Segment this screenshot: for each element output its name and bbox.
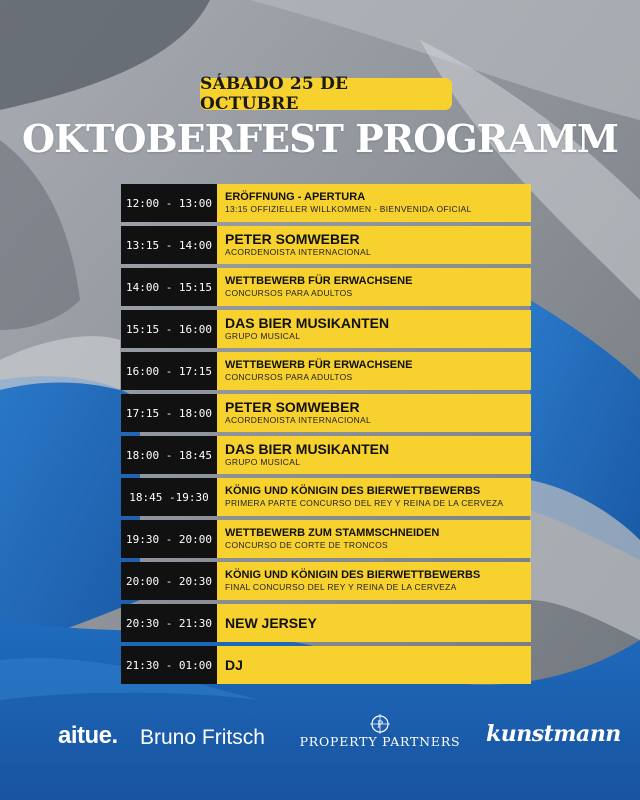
event-title: WETTBEWERB ZUM STAMMSCHNEIDEN: [225, 527, 440, 539]
event-subtitle: CONCURSOS PARA ADULTOS: [225, 372, 353, 382]
schedule-row: [121, 646, 531, 684]
kunstmann-logo: kunstmann: [486, 721, 621, 747]
schedule-row: [121, 478, 531, 516]
event-title: WETTBEWERB FÜR ERWACHSENE: [225, 359, 413, 371]
event-subtitle: PRIMERA PARTE CONCURSO DEL REY Y REINA DE LA CERVEZA: [225, 498, 504, 508]
event-cell: [217, 352, 531, 390]
event-title: KÖNIG UND KÖNIGIN DES BIERWETTBEWERBS: [225, 569, 481, 581]
event-cell: [217, 226, 531, 264]
event-title: NEW JERSEY: [225, 614, 317, 631]
page-title: OKTOBERFEST PROGRAMM: [22, 116, 618, 161]
event-title: DAS BIER MUSIKANTEN: [225, 315, 390, 331]
event-cell: [217, 268, 531, 306]
event-cell: [217, 562, 531, 600]
time-slot: 15:15 - 16:00: [121, 310, 217, 348]
property-partners-text: PROPERTY PARTNERS: [299, 734, 461, 749]
time-slot: 18:45 -19:30: [121, 478, 217, 516]
bruno-fritsch-logo: Bruno Fritsch: [140, 726, 265, 749]
property-partners-logo: [294, 718, 466, 752]
time-slot: 21:30 - 01:00: [121, 646, 217, 684]
event-subtitle: FINAL CONCURSO DEL REY Y REINA DE LA CERVEZA: [225, 582, 457, 592]
event-subtitle: ACORDENOISTA INTERNACIONAL: [225, 415, 372, 425]
event-cell: [217, 436, 531, 474]
schedule-row: [121, 268, 531, 306]
event-title: ERÖFFNUNG - APERTURA: [225, 191, 366, 203]
event-cell: [217, 310, 531, 348]
time-slot: 14:00 - 15:15: [121, 268, 217, 306]
event-title: KÖNIG UND KÖNIGIN DES BIERWETTBEWERBS: [225, 485, 481, 497]
schedule-row: [121, 226, 531, 264]
event-title: PETER SOMWEBER: [225, 231, 360, 247]
sponsor-logos: [0, 718, 640, 758]
time-slot: 16:00 - 17:15: [121, 352, 217, 390]
property-partners-emblem-icon: [370, 714, 390, 734]
event-cell: [217, 394, 531, 432]
schedule-row: [121, 562, 531, 600]
event-cell: [217, 520, 531, 558]
schedule-row: [121, 436, 531, 474]
event-title: DAS BIER MUSIKANTEN: [225, 441, 390, 457]
event-subtitle: GRUPO MUSICAL: [225, 457, 301, 467]
pp-mark-letter: P: [376, 720, 384, 731]
event-cell: [217, 478, 531, 516]
time-slot: 20:00 - 20:30: [121, 562, 217, 600]
time-slot: 13:15 - 14:00: [121, 226, 217, 264]
event-cell: [217, 646, 531, 684]
event-cell: [217, 184, 531, 222]
event-subtitle: GRUPO MUSICAL: [225, 331, 301, 341]
schedule-row: [121, 310, 531, 348]
schedule-row: [121, 394, 531, 432]
event-subtitle: 13:15 OFFIZIELLER WILLKOMMEN - BIENVENIDA OFICIAL: [225, 204, 472, 214]
schedule-row: [121, 604, 531, 642]
schedule-row: [121, 184, 531, 222]
event-subtitle: ACORDENOISTA INTERNACIONAL: [225, 247, 372, 257]
schedule-row: [121, 352, 531, 390]
event-title: WETTBEWERB FÜR ERWACHSENE: [225, 275, 413, 287]
event-subtitle: CONCURSO DE CORTE DE TRONCOS: [225, 540, 388, 550]
event-title: DJ: [225, 656, 243, 673]
aitue-logo: aitue.: [58, 722, 118, 749]
time-slot: 18:00 - 18:45: [121, 436, 217, 474]
schedule-row: [121, 520, 531, 558]
event-subtitle: CONCURSOS PARA ADULTOS: [225, 288, 353, 298]
event-cell: [217, 604, 531, 642]
time-slot: 12:00 - 13:00: [121, 184, 217, 222]
time-slot: 20:30 - 21:30: [121, 604, 217, 642]
date-badge: SÁBADO 25 DE OCTUBRE: [200, 78, 452, 110]
time-slot: 19:30 - 20:00: [121, 520, 217, 558]
time-slot: 17:15 - 18:00: [121, 394, 217, 432]
event-title: PETER SOMWEBER: [225, 399, 360, 415]
